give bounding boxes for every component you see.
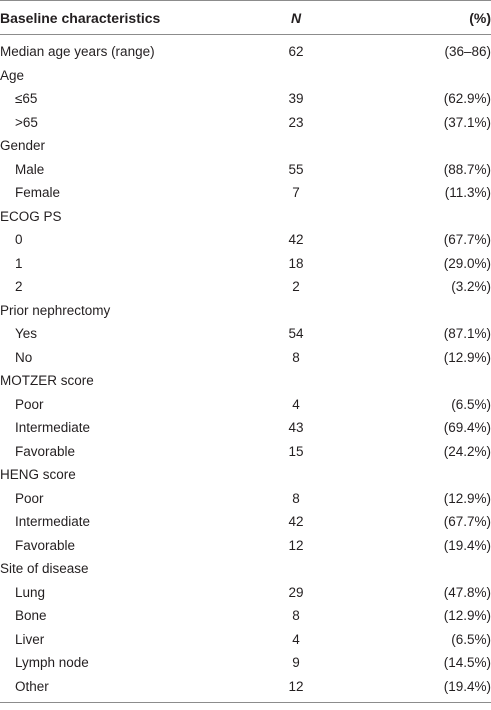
row-label: Intermediate: [15, 420, 91, 436]
row-pct: (69.4%): [443, 420, 491, 436]
table-body: [0, 35, 491, 698]
row-n: 8: [292, 608, 300, 624]
row-label: Gender: [0, 138, 46, 154]
row-pct: (12.9%): [443, 349, 491, 365]
row-label: Poor: [15, 396, 44, 412]
row-label: Prior nephrectomy: [0, 302, 111, 318]
row-n: 42: [288, 514, 304, 530]
row-label: Intermediate: [15, 514, 91, 530]
table-row: [0, 393, 491, 417]
row-label: No: [15, 349, 33, 365]
row-pct: (12.9%): [443, 608, 491, 624]
row-label: Male: [15, 161, 45, 177]
table-header: [0, 1, 491, 34]
table-row: [0, 64, 491, 88]
table-row: [0, 322, 491, 346]
table-row: [0, 651, 491, 675]
row-label: Female: [15, 185, 61, 201]
row-label: Lung: [15, 584, 46, 600]
header-pct: (%): [469, 9, 491, 26]
table-row: [0, 416, 491, 440]
row-label: Age: [0, 67, 25, 83]
row-n: 55: [288, 161, 304, 177]
row-pct: (19.4%): [443, 678, 491, 694]
row-pct: (11.3%): [444, 185, 491, 201]
table-row: [0, 111, 491, 135]
row-pct: (87.1%): [443, 326, 491, 342]
table-row: [0, 228, 491, 252]
row-n: 4: [292, 631, 300, 647]
row-pct: (3.2%): [451, 279, 491, 295]
row-label: Favorable: [15, 443, 76, 459]
row-label: 1: [15, 255, 23, 271]
table-row: [0, 369, 491, 393]
table-row: [0, 40, 491, 64]
table-row: [0, 604, 491, 628]
row-label: 2: [15, 279, 23, 295]
table-row: [0, 581, 491, 605]
row-pct: (14.5%): [443, 655, 491, 671]
table-row: [0, 299, 491, 323]
row-pct: (67.7%): [443, 232, 491, 248]
row-label: MOTZER score: [0, 373, 94, 389]
row-label: ECOG PS: [0, 208, 62, 224]
header-characteristic: Baseline characteristics: [0, 9, 161, 26]
table-row: [0, 252, 491, 276]
row-n: 43: [288, 420, 304, 436]
table-row: [0, 675, 491, 699]
row-pct: (36–86): [444, 44, 491, 60]
bottom-rule: [0, 702, 491, 703]
row-n: 8: [292, 349, 300, 365]
table-row: [0, 487, 491, 511]
table-row: [0, 534, 491, 558]
row-n: 29: [288, 584, 304, 600]
row-n: 8: [292, 490, 300, 506]
row-pct: (6.5%): [451, 631, 491, 647]
row-label: >65: [15, 114, 38, 130]
header-n: N: [290, 9, 302, 26]
row-label: HENG score: [0, 467, 76, 483]
row-label: Favorable: [15, 537, 76, 553]
row-label: Lymph node: [15, 655, 89, 671]
table-row: [0, 275, 491, 299]
row-pct: (29.0%): [443, 255, 491, 271]
table-row: [0, 346, 491, 370]
row-label: ≤65: [15, 91, 38, 107]
row-pct: (12.9%): [443, 490, 491, 506]
row-pct: (88.7%): [443, 161, 491, 177]
row-n: 12: [288, 678, 304, 694]
row-n: 4: [292, 396, 300, 412]
row-pct: (24.2%): [443, 443, 491, 459]
table-row: [0, 158, 491, 182]
row-label: Liver: [15, 631, 45, 647]
row-n: 2: [292, 279, 300, 295]
row-pct: (19.4%): [443, 537, 491, 553]
row-n: 15: [288, 443, 304, 459]
row-label: Bone: [15, 608, 47, 624]
row-pct: (6.5%): [451, 396, 491, 412]
row-n: 42: [288, 232, 304, 248]
row-pct: (37.1%): [443, 114, 491, 130]
row-label: 0: [15, 232, 23, 248]
row-label: Yes: [15, 326, 38, 342]
table-row: [0, 557, 491, 581]
row-pct: (62.9%): [443, 91, 491, 107]
row-label: Poor: [15, 490, 44, 506]
row-n: 18: [288, 255, 304, 271]
row-n: 12: [288, 537, 304, 553]
table-row: [0, 628, 491, 652]
row-pct: (67.7%): [443, 514, 491, 530]
row-n: 54: [288, 326, 304, 342]
table-row: [0, 440, 491, 464]
table-row: [0, 87, 491, 111]
row-n: 7: [292, 185, 300, 201]
row-label: Median age years (range): [0, 44, 155, 60]
row-label: Other: [15, 678, 49, 694]
table-row: [0, 205, 491, 229]
table-row: [0, 510, 491, 534]
table-row: [0, 134, 491, 158]
row-n: 62: [288, 44, 304, 60]
row-n: 9: [292, 655, 300, 671]
row-n: 39: [288, 91, 304, 107]
row-n: 23: [288, 114, 304, 130]
table-row: [0, 181, 491, 205]
row-pct: (47.8%): [443, 584, 491, 600]
row-label: Site of disease: [0, 561, 89, 577]
table-row: [0, 463, 491, 487]
